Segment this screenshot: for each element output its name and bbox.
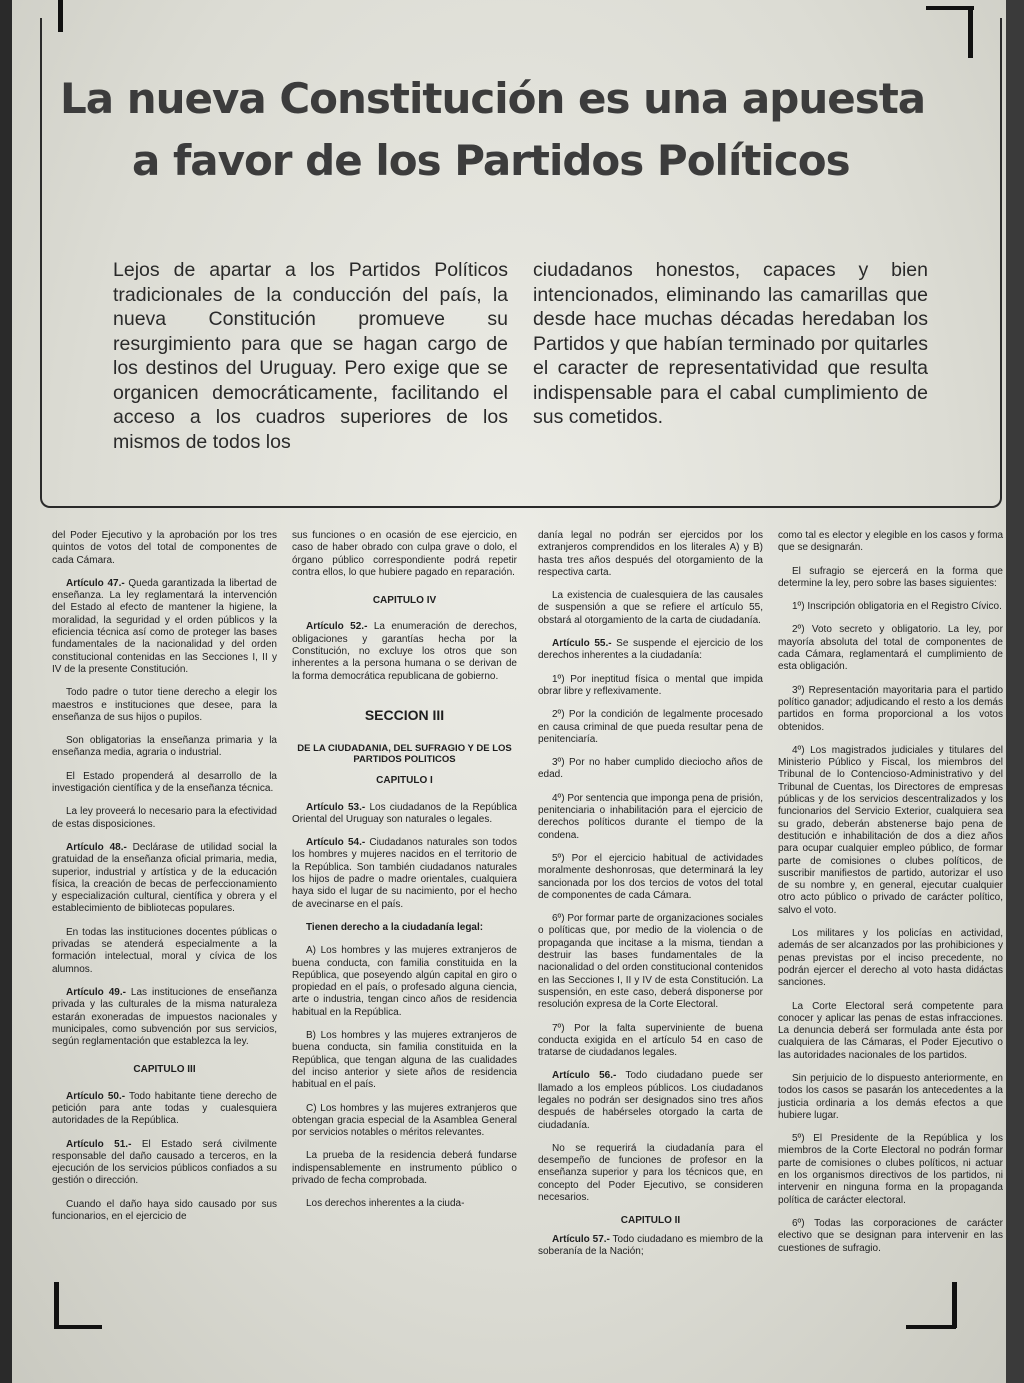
paragraph: 1º) Por ineptitud física o mental que impida obrar libre y reflexivamente. bbox=[538, 673, 763, 697]
paragraph: como tal es elector y elegible en los casos y forma que se designarán. bbox=[778, 530, 1003, 554]
paragraph: danía legal no podrán ser ejercidos por los extranjeros comprendidos en los literales A) y B) hasta tres años después del otorgamiento de la respectiva carta. bbox=[538, 530, 763, 578]
chapter-heading: CAPITULO III bbox=[133, 1064, 196, 1076]
paragraph: Los militares y los policías en actividad, además de ser alcanzados por las prohibiciones y penas previstas por el inciso precedente, no podrán ejercer el derecho al voto hasta didáctas sanciones. bbox=[778, 928, 1003, 989]
article-label: Artículo 49.- bbox=[66, 986, 126, 998]
article-label: Artículo 52.- bbox=[306, 621, 368, 633]
paragraph: Tienen derecho a la ciudadanía legal: bbox=[306, 921, 484, 933]
article-label: Artículo 56.- bbox=[552, 1070, 617, 1082]
crop-mark-bottom-left bbox=[54, 1282, 59, 1328]
paragraph: La existencia de cualesquiera de las causales de suspensión a que se refiere el artículo 55, obstará al otorgamiento de la carta de ciudadanía. bbox=[538, 590, 763, 626]
article-54: Artículo 54.- Ciudadanos naturales son todos los hombres y mujeres nacidos en el territorio de la República. Son también ciudadanos naturales los hijos de padre o madre orientales, cualquiera haya sido el lugar de su nacimiento, por el hecho de avecinarse en el país. bbox=[292, 837, 517, 910]
article-50: Artículo 50.- Todo habitante tiene derecho de petición para ante todas y cualesquiera autoridades de la República. bbox=[52, 1090, 277, 1127]
paragraph: C) Los hombres y las mujeres extranjeros que obtengan gracia especial de la Asamblea General por servicios notables o méritos relevantes. bbox=[292, 1102, 517, 1139]
article-column-4 bbox=[778, 530, 1003, 1266]
headline-line-1: La nueva Constitución es una apuesta bbox=[60, 74, 926, 123]
paragraph: En todas las instituciones docentes públicas o privadas se atenderá especialmente a la formación intelectual, moral y cívica de los alumnos. bbox=[52, 926, 277, 975]
article-49: Artículo 49.- Las instituciones de enseñanza privada y las culturales de la misma naturaleza estarán exoneradas de impuestos nacionales y municipales, como subvención por sus servicios, según reglamentación que establezca la ley. bbox=[52, 986, 277, 1048]
paragraph: 5º) Por el ejercicio habitual de actividades moralmente deshonrosas, que determinará la ley sancionada por los dos tercios de votos del total de componentes de cada Cámara. bbox=[538, 852, 763, 901]
paragraph: Sin perjuicio de lo dispuesto anteriormente, en todos los casos se pasarán los antecedentes a la justicia ordinaria a los demás efectos a que hubiere lugar. bbox=[778, 1072, 1003, 1121]
article-label: Artículo 55.- bbox=[552, 638, 612, 650]
article-column-2 bbox=[292, 530, 517, 1222]
paragraph: A) Los hombres y las mujeres extranjeros de buena conducta, con familia constituida en la República, que poseyendo algún capital en giro o propiedad en el país, o profesado alguna ciencia, arte o industria, tengan cinco años de residencia habitual en la República. bbox=[292, 945, 517, 1018]
paragraph: No se requerirá la ciudadanía para el desempeño de funciones de profesor en la enseñanza superior y para los técnicos que, en concepto del Poder Ejecutivo, se consideren necesarios. bbox=[538, 1142, 763, 1204]
article-56: Artículo 56.- Todo ciudadano puede ser llamado a los empleos públicos. Los ciudadanos legales no podrán ser designados sino tres años después de habérseles otorgado la carta de ciudadanía. bbox=[538, 1070, 763, 1131]
scan-edge-right bbox=[1006, 0, 1024, 1383]
article-52: Artículo 52.- La enumeración de derechos, obligaciones y garantías hecha por la Constitución, no excluye los otros que son inherentes a la persona humana o se derivan de la forma democrática republicana de gobierno. bbox=[292, 621, 517, 682]
paragraph: El sufragio se ejercerá en la forma que determine la ley, pero sobre las bases siguientes: bbox=[778, 565, 1003, 589]
paragraph: 2º) Voto secreto y obligatorio. La ley, por mayoría absoluta del total de componentes de cada Cámara, reglamentará el cumplimiento de esta obligación. bbox=[778, 624, 1003, 673]
crop-mark-bottom-left-h bbox=[54, 1325, 102, 1329]
paragraph: del Poder Ejecutivo y la aprobación por los tres quintos de votos del total de componentes de cada Cámara. bbox=[52, 530, 277, 566]
paragraph: Todo padre o tutor tiene derecho a elegir los maestros e instituciones que desee, para la enseñanza de sus hijos o pupilos. bbox=[52, 687, 277, 723]
section-subtitle: DE LA CIUDADANIA, DEL SUFRAGIO Y DE LOS PARTIDOS POLITICOS bbox=[297, 743, 512, 766]
paragraph: Cuando el daño haya sido causado por sus funcionarios, en el ejercicio de bbox=[52, 1198, 277, 1223]
article-51: Artículo 51.- El Estado será civilmente responsable del daño causado a terceros, en la ejecución de los servicios públicos confiados a su gestión o dirección. bbox=[52, 1138, 277, 1187]
article-label: Artículo 57.- bbox=[552, 1233, 610, 1245]
chapter-heading: CAPITULO I bbox=[376, 775, 433, 787]
article-label: Artículo 54.- bbox=[306, 837, 366, 849]
paragraph: 1º) Inscripción obligatoria en el Registro Cívico. bbox=[792, 601, 1002, 613]
article-53: Artículo 53.- Los ciudadanos de la República Oriental del Uruguay son naturales o legales. bbox=[292, 801, 517, 825]
article-label: Artículo 48.- bbox=[66, 841, 127, 853]
paragraph: 5º) El Presidente de la República y los miembros de la Corte Electoral no podrán formar parte de comisiones o clubes políticos, ni actuar en los organismos directivos de los partidos, ni intervenir en ninguna forma en la propaganda política de carácter electoral. bbox=[778, 1133, 1003, 1206]
paragraph: 7º) Por la falta superviniente de buena conducta exigida en el artículo 54 en caso de tratarse de ciudadanos legales. bbox=[538, 1022, 763, 1059]
paragraph: sus funciones o en ocasión de ese ejercicio, en caso de haber obrado con culpa grave o dolo, el órgano público correspondiente podrá repetir contra ellos, lo que hubiere pagado en reparación. bbox=[292, 530, 517, 578]
paragraph: La prueba de la residencia deberá fundarse indispensablemente en instrumento público o privado de fecha comprobada. bbox=[292, 1150, 517, 1186]
article-55: Artículo 55.- Se suspende el ejercicio de los derechos inherentes a la ciudadanía: bbox=[538, 638, 764, 662]
crop-mark-bottom-right-h bbox=[906, 1325, 956, 1329]
article-column-3 bbox=[538, 530, 763, 1269]
paragraph: 6º) Todas las corporaciones de carácter electivo que se designan para intervenir en las cuestiones de sufragio. bbox=[778, 1217, 1003, 1254]
paragraph: La ley proveerá lo necesario para la efectividad de estas disposiciones. bbox=[52, 806, 277, 830]
paragraph: 2º) Por la condición de legalmente procesado en causa criminal de que pueda resultar pena de penitenciaría. bbox=[538, 709, 763, 745]
paragraph: 6º) Por formar parte de organizaciones sociales o políticas que, por medio de la violencia o de propaganda que incitase a la misma, tiendan a destruir las bases fundamentales de la nacionalidad o del orden constitucional contenidos en las Secciones I, II y IV de esta Constitución. La suspensión, en este caso, deberá disponerse por resolución expresa de la Corte Electoral. bbox=[538, 913, 763, 1011]
paragraph: El Estado propenderá al desarrollo de la investigación científica y de la enseñanza técnica. bbox=[52, 770, 277, 795]
paragraph: La Corte Electoral será competente para conocer y aplicar las penas de estas infracciones. La denuncia deberá ser formulada ante ésta por cualquiera de las Cámaras, el Poder Ejecutivo o las autoridades nacionales de los partidos. bbox=[778, 1000, 1003, 1061]
article-label: Artículo 50.- bbox=[66, 1090, 126, 1102]
article-label: Artículo 51.- bbox=[66, 1138, 132, 1150]
lead-paragraph-left: Lejos de apartar a los Partidos Políticos tradicionales de la conducción del país, la nueva Constitución promueve su resurgimiento para que se hagan cargo de los destinos del Uruguay. Pero exige que se organicen democráticamente, facilitando el acceso a los cuadros superiores de los mismos de todos los bbox=[113, 259, 508, 453]
crop-mark-top-right bbox=[926, 6, 974, 10]
paragraph: Los derechos inherentes a la ciuda- bbox=[306, 1198, 465, 1210]
article-column-1 bbox=[52, 530, 277, 1234]
headline bbox=[60, 68, 990, 192]
headline-line-2: a favor de los Partidos Políticos bbox=[132, 136, 850, 185]
article-label: Artículo 53.- bbox=[306, 801, 366, 813]
paragraph: B) Los hombres y las mujeres extranjeros de buena conducta, sin familia constituida en la República, que tengan alguna de las cualidades del inciso anterior y siete años de residencia habitual en el país. bbox=[292, 1030, 517, 1091]
article-48: Artículo 48.- Declárase de utilidad social la gratuidad de la enseñanza oficial primaria, media, superior, industrial y artística y de la educación física, la creación de becas de perfeccionamiento y especialización cultural, científica y obrera y el establecimiento de bibliotecas populares. bbox=[52, 841, 277, 915]
article-label: Artículo 47.- bbox=[66, 577, 125, 589]
scan-edge-left bbox=[0, 0, 12, 1383]
paragraph: 3º) Por no haber cumplido dieciocho años de edad. bbox=[538, 757, 763, 781]
lead-paragraph-right: ciudadanos honestos, capaces y bien intencionados, eliminando las camarillas que desde hace muchas décadas heredaban los Partidos y que habían terminado por quitarles el caracter de representatividad que resulta indispensable para el cabal cumplimiento de sus cometidos. bbox=[533, 259, 928, 428]
crop-mark-bottom-right bbox=[952, 1282, 957, 1328]
article-47: Artículo 47.- Queda garantizada la libertad de enseñanza. La ley reglamentará la intervención del Estado al efecto de mantener la higiene, la moralidad, la seguridad y el orden públicos y la eficiencia técnica así como de proteger las bases fundamentales de la nacionalidad y del orden constitucional contenidas en las Secciones I, II y IV de la presente Constitución. bbox=[52, 577, 277, 675]
chapter-heading: CAPITULO II bbox=[620, 1215, 681, 1227]
section-heading: SECCION III bbox=[364, 706, 445, 723]
paragraph: 4º) Por sentencia que imponga pena de prisión, penitenciaria o inhabilitación para el ejercicio de derechos políticos durante el tiempo de la condena. bbox=[538, 792, 764, 841]
paragraph: 3º) Representación mayoritaria para el partido político ganador; adjudicando el resto a los demás partidos en forma proporcional a los votos obtenidos. bbox=[778, 684, 1003, 733]
chapter-heading: CAPITULO IV bbox=[372, 595, 437, 607]
paragraph: Son obligatorias la enseñanza primaria y la enseñanza media, agraria o industrial. bbox=[52, 735, 277, 759]
paragraph: 4º) Los magistrados judiciales y titulares del Ministerio Público y Fiscal, los miembros del Tribunal de lo Contencioso-Administrativo y del Tribunal de Cuentas, los Directores de empresas públicas y de los servicios descentralizados y los funcionarios del Servicio Exterior, cualquiera sea su grado, deberán abstenerse bajo pena de destitución e inhabilitación de dos a diez años para ocupar cualquier empleo público, de formar parte de comisiones o clubes políticos, de suscribir manifiestos de partido, autorizar el uso de su nombre y, en general, ejecutar cualquier otro acto público o privado de carácter político, salvo el voto. bbox=[778, 744, 1003, 916]
article-57: Artículo 57.- Todo ciudadano es miembro de la soberanía de la Nación; bbox=[538, 1233, 763, 1257]
